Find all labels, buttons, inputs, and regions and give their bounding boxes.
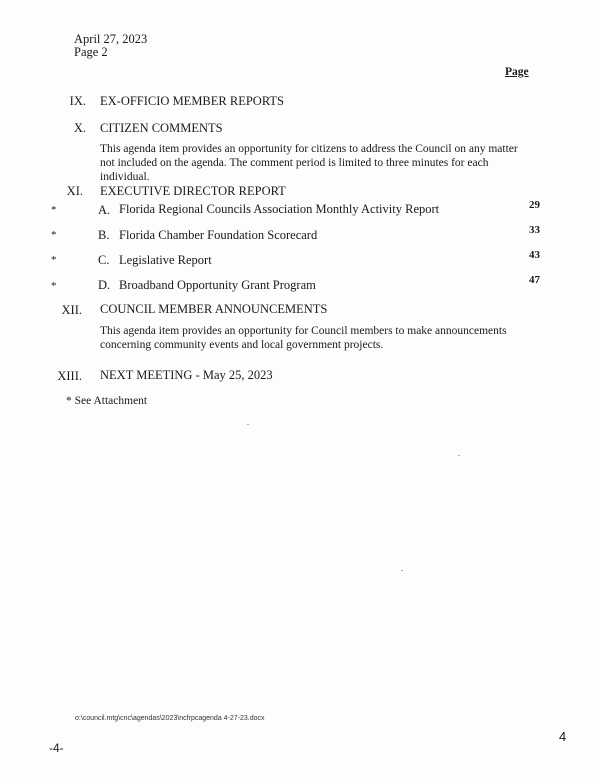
section-ix-title: EX-OFFICIO MEMBER REPORTS [100,94,284,108]
section-xii-body: This agenda item provides an opportunity for Council members to make announcements concerning community events and local government projects. [100,325,507,351]
item-b-page: 33 [529,224,540,236]
section-xii-number: XII. [61,303,82,317]
attachment-footnote: * See Attachment [66,395,148,407]
item-d-letter: D. [98,278,111,292]
section-x-title: CITIZEN COMMENTS [100,121,223,135]
page-number-right: 4 [559,729,567,744]
header-page-line: Page 2 [74,45,108,59]
section-x-body: This agenda item provides an opportunity for citizens to address the Council on any matter not included on the agenda. The comment period is limited to three minutes for each individual. [100,143,518,183]
item-a-title: Florida Regional Councils Association Monthly Activity Report [119,202,440,216]
page-number-left: -4- [49,741,64,755]
section-xi-number: XI. [66,184,83,198]
section-xi-title: EXECUTIVE DIRECTOR REPORT [100,184,286,198]
item-a-letter: A. [98,203,111,217]
item-b-title: Florida Chamber Foundation Scorecard [119,228,318,242]
scan-speck [401,570,403,571]
section-xiii-title: NEXT MEETING - May 25, 2023 [100,368,273,382]
item-c-page: 43 [529,249,540,261]
scan-speck [458,455,460,456]
item-c-letter: C. [98,253,110,267]
header-date: April 27, 2023 [74,32,148,46]
section-xii-title: COUNCIL MEMBER ANNOUNCEMENTS [100,302,328,316]
section-ix-number: IX. [69,94,86,108]
file-path: o:\council.mtg\cnc\agendas\2023\ncfrpcagenda 4-27-23.docx [75,715,265,722]
item-d-title: Broadband Opportunity Grant Program [119,278,316,292]
item-c-attachment-mark: * [51,254,57,266]
item-a-attachment-mark: * [51,204,57,216]
item-c-title: Legislative Report [119,253,212,267]
scan-speck [247,424,249,425]
section-x-number: X. [73,121,86,135]
item-d-page: 47 [529,274,540,286]
page-column-header: Page [505,66,529,78]
item-b-attachment-mark: * [51,229,57,241]
item-a-page: 29 [529,199,540,211]
section-xiii-number: XIII. [57,369,82,383]
item-d-attachment-mark: * [51,280,57,292]
item-b-letter: B. [98,228,110,242]
